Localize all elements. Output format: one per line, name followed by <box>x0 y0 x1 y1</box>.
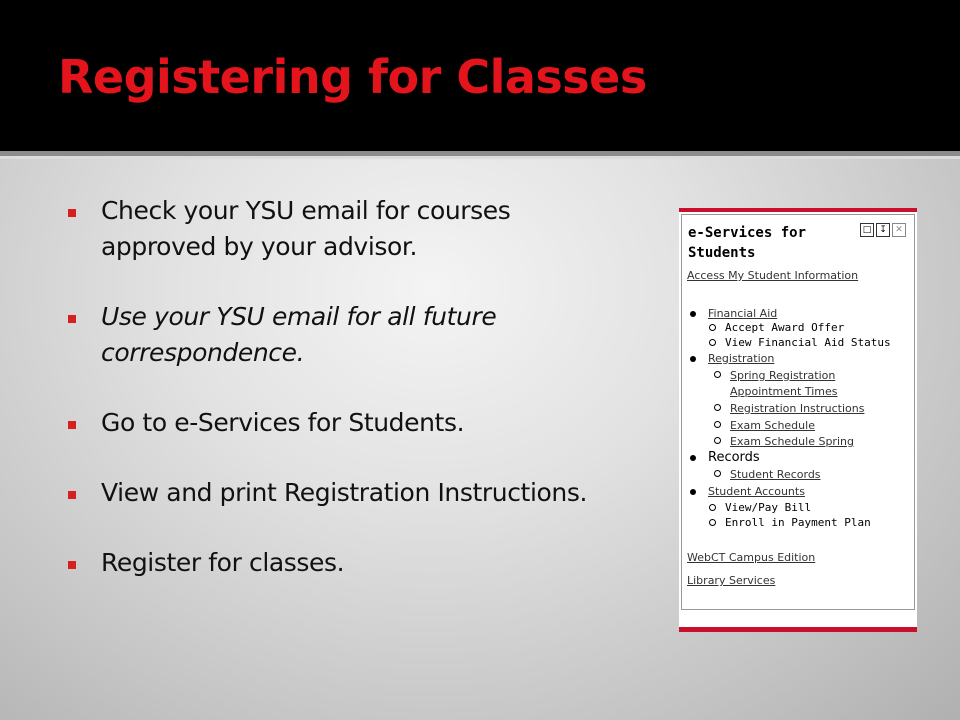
bullet-ring-icon <box>714 371 721 378</box>
access-student-info-link[interactable]: Access My Student Information <box>687 269 859 282</box>
student-accounts-link[interactable]: Student Accounts <box>708 485 805 498</box>
square-bullet-icon <box>68 315 76 323</box>
bullet-item: Register for classes. <box>68 545 608 581</box>
restore-icon[interactable]: ↧ <box>876 223 890 237</box>
bullet-ring-icon <box>714 404 721 411</box>
bullet-dot-icon <box>690 356 696 362</box>
bullet-ring-icon <box>709 324 716 331</box>
student-records-link[interactable]: Student Records <box>730 468 821 481</box>
exam-schedule-link[interactable]: Exam Schedule <box>730 419 815 432</box>
title-divider-highlight <box>0 156 960 159</box>
panel-top-accent <box>679 208 917 212</box>
eservices-screenshot <box>679 208 917 632</box>
enroll-payment-plan-text: Enroll in Payment Plan <box>725 516 871 529</box>
panel-window-controls <box>860 223 906 237</box>
bullet-ring-icon <box>709 339 716 346</box>
webct-link[interactable]: WebCT Campus Edition <box>687 551 816 564</box>
panel-bottom-accent <box>679 627 917 632</box>
exam-schedule-spring-link[interactable]: Exam Schedule Spring <box>730 435 854 448</box>
library-services-link[interactable]: Library Services <box>687 574 776 587</box>
bullet-item: Use your YSU email for all future correspondence. <box>68 299 608 371</box>
bullet-dot-icon <box>690 311 696 317</box>
bullet-item: Check your YSU email for courses approved by your advisor. <box>68 193 608 265</box>
title-bar <box>0 0 960 151</box>
accept-award-text: Accept Award Offer <box>725 321 845 334</box>
spring-registration-link[interactable]: Spring Registration <box>730 369 836 382</box>
registration-instructions-link[interactable]: Registration Instructions <box>730 402 865 415</box>
bullet-ring-icon <box>709 519 716 526</box>
view-fa-status-text: View Financial Aid Status <box>725 336 891 349</box>
bullet-item: Go to e-Services for Students. <box>68 405 608 441</box>
bullet-dot-icon <box>690 455 696 461</box>
slide-title: Registering for Classes <box>58 50 647 104</box>
bullet-ring-icon <box>714 421 721 428</box>
bullet-ring-icon <box>714 437 721 444</box>
appointment-times-link[interactable]: Appointment Times <box>730 385 838 398</box>
bullet-dot-icon <box>690 489 696 495</box>
square-bullet-icon <box>68 561 76 569</box>
eservices-panel <box>681 214 915 610</box>
square-bullet-icon <box>68 491 76 499</box>
close-icon[interactable]: ✕ <box>892 223 906 237</box>
financial-aid-link[interactable]: Financial Aid <box>708 307 778 320</box>
view-pay-bill-text: View/Pay Bill <box>725 501 812 514</box>
records-label: Records <box>708 450 760 465</box>
registration-link[interactable]: Registration <box>708 352 775 365</box>
bullet-list <box>68 193 608 615</box>
bullet-ring-icon <box>714 470 721 477</box>
bullet-ring-icon <box>709 504 716 511</box>
square-bullet-icon <box>68 209 76 217</box>
panel-title: e-Services for Students <box>688 225 807 261</box>
square-bullet-icon <box>68 421 76 429</box>
bullet-item: View and print Registration Instructions. <box>68 475 608 511</box>
minimize-icon[interactable]: □ <box>860 223 874 237</box>
